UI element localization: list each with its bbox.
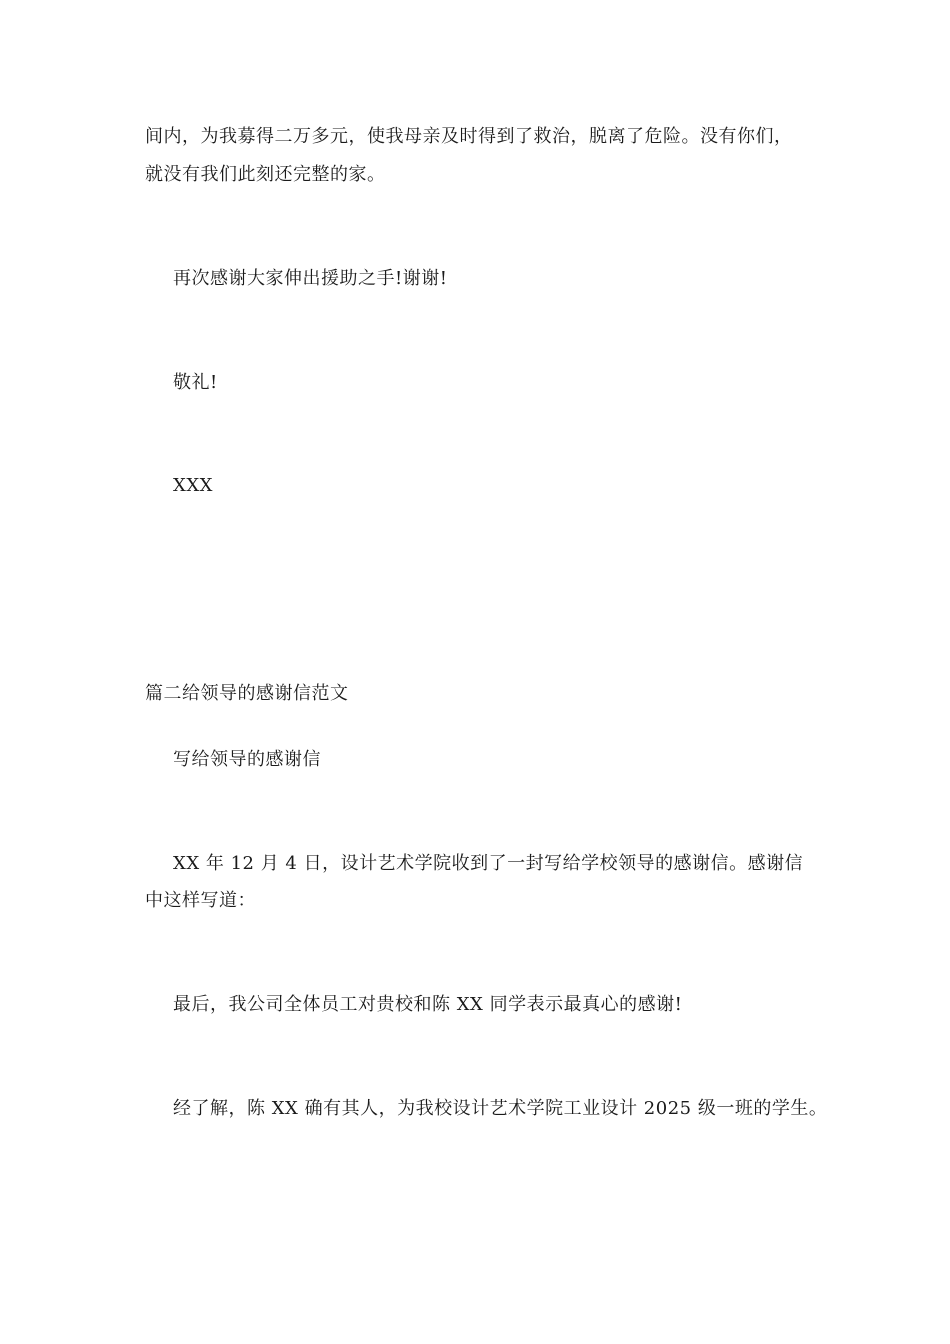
section-heading: 篇二给领导的感谢信范文 — [145, 683, 349, 704]
paragraph-line: XX 年 12 月 4 日，设计艺术学院收到了一封写给学校领导的感谢信。感谢信 — [173, 853, 804, 874]
paragraph-closing: 最后，我公司全体员工对贵校和陈 XX 同学表示最真心的感谢! — [173, 994, 683, 1015]
paragraph-info: 经了解，陈 XX 确有其人，为我校设计艺术学院工业设计 2025 级一班的学生。 — [173, 1098, 828, 1119]
salutation: 敬礼! — [173, 372, 218, 393]
paragraph-thanks: 再次感谢大家伸出援助之手!谢谢! — [173, 268, 448, 289]
signature: XXX — [173, 475, 213, 496]
letter-subtitle: 写给领导的感谢信 — [173, 749, 321, 770]
paragraph-line: 就没有我们此刻还完整的家。 — [145, 164, 386, 185]
paragraph-line: 中这样写道： — [145, 890, 256, 911]
paragraph-line: 间内，为我募得二万多元，使我母亲及时得到了救治，脱离了危险。没有你们， — [145, 126, 793, 147]
